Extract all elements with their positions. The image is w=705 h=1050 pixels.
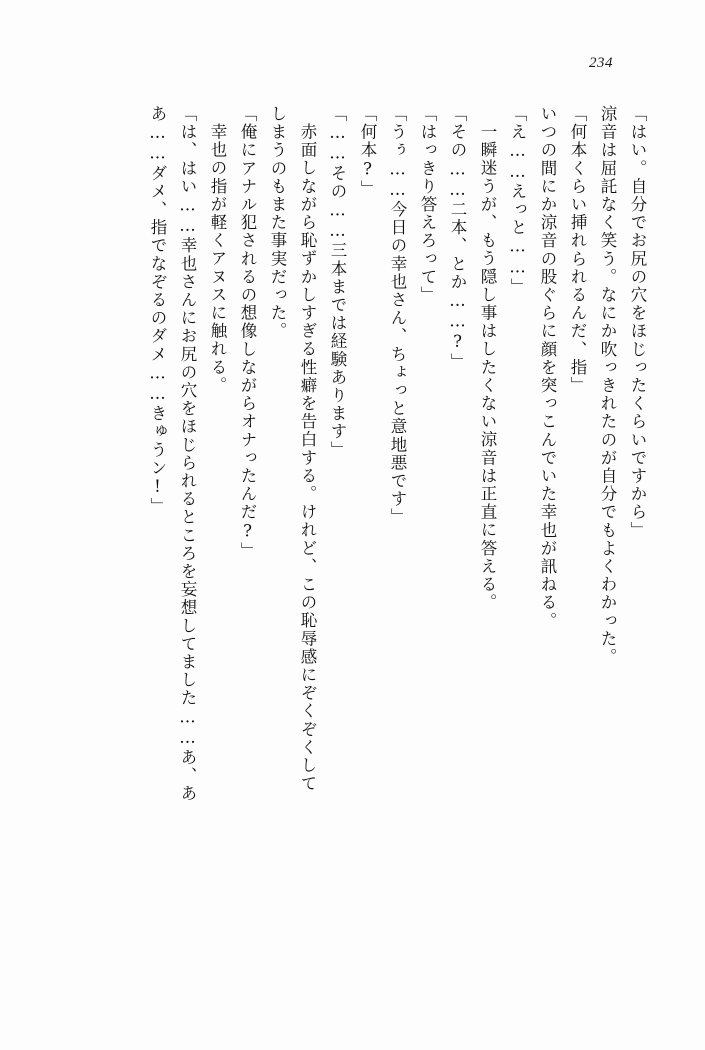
vertical-text-body — [58, 105, 645, 965]
text-line: しまうのもまた事実だった。 — [268, 105, 287, 341]
text-line: 一瞬迷うが、もう隠し事はしたくない涼音は正直に答える。 — [478, 123, 497, 612]
text-line: 「は、はい……幸也さんにお尻の穴をほじられるところを妄想してました……あ、あ — [178, 105, 197, 803]
text-line: 赤面しながら恥ずかしすぎる性癖を告白する。けれど、この恥辱感にぞくぞくして — [298, 123, 317, 793]
text-line: 涼音は屈託なく笑う。なにか吹っきれたのが自分でもよくわかった。 — [598, 105, 617, 667]
text-line: いつの間にか涼音の股ぐらに顔を突っこんでいた幸也が訊ねる。 — [538, 105, 557, 630]
text-line: 「はい。自分でお尻の穴をほじったくらいですから」 — [628, 105, 647, 540]
text-line: あ……ダメ、指でなぞるのダメ……きゅうン!」 — [148, 105, 167, 516]
text-line: 「え……えっと……」 — [508, 105, 527, 296]
page-number: 234 — [589, 55, 613, 71]
text-line: 「その……二本、とか……?」 — [448, 105, 467, 371]
text-line: 「何本?」 — [358, 105, 377, 198]
text-line: 「うぅ……今日の幸也さん、ちょっと意地悪です」 — [388, 105, 407, 527]
text-line: 「俺にアナル犯されるの想像しながらオナったんだ?」 — [238, 105, 257, 560]
text-line: 「はっきり答えろって」 — [418, 105, 437, 305]
text-line: 「何本くらい挿れられるんだ、指」 — [568, 105, 587, 395]
text-line: 「……その……三本までは経験あります」 — [328, 105, 347, 459]
text-line: 幸也の指が軽くアヌスに触れる。 — [208, 123, 227, 395]
